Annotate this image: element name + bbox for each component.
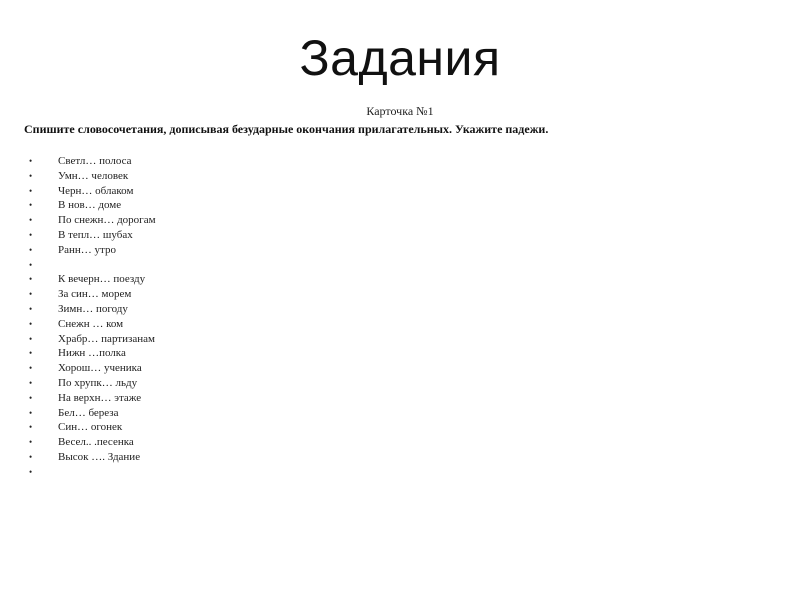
list-item xyxy=(24,391,156,406)
list-item xyxy=(24,213,156,228)
task-instruction: Спишите словосочетания, дописывая безударные окончания прилагательных. Укажите падежи. xyxy=(24,122,549,136)
list-item-text: Храбр… партизанам xyxy=(58,332,155,345)
list-item-text: Черн… облаком xyxy=(58,184,134,197)
list-item-text: Нижн …полка xyxy=(58,347,126,360)
list-item-text: Весел.. .песенка xyxy=(58,436,134,449)
list-item xyxy=(24,361,156,376)
list-item-text: За син… морем xyxy=(58,288,132,301)
bullet-icon: • xyxy=(29,156,33,166)
bullet-icon: • xyxy=(29,466,33,477)
slide-title: Задания xyxy=(299,30,501,86)
list-item-text: Снежн … ком xyxy=(58,317,124,330)
bullet-icon: • xyxy=(29,333,33,344)
bullet-icon: • xyxy=(29,363,33,374)
bullet-icon: • xyxy=(29,259,33,270)
list-item-text: Умн… человек xyxy=(58,169,129,182)
bullet-icon: • xyxy=(29,185,33,196)
list-item-text: На верхн… этаже xyxy=(58,391,142,404)
list-item xyxy=(24,406,156,421)
list-item-text: Ранн… утро xyxy=(58,243,116,256)
list-item-text: Высок …. Здание xyxy=(58,450,141,463)
bullet-icon: • xyxy=(29,170,33,181)
word-combination-list xyxy=(24,154,156,480)
list-item-text: В тепл… шубах xyxy=(58,228,133,241)
list-item-text: Син… огонек xyxy=(58,421,123,434)
card-title: Карточка №1 xyxy=(366,104,434,118)
list-item-text: Бел… береза xyxy=(58,406,119,419)
list-item xyxy=(24,184,156,199)
list-item-text: Светл… полоса xyxy=(58,155,132,167)
list-item xyxy=(24,465,156,480)
list-item xyxy=(24,272,156,287)
list-item xyxy=(24,317,156,332)
list-item xyxy=(24,376,156,391)
list-item-text: К вечерн… поезду xyxy=(58,273,146,286)
bullet-icon: • xyxy=(29,407,33,418)
list-item xyxy=(24,332,156,347)
list-item xyxy=(24,243,156,258)
bullet-icon: • xyxy=(29,392,33,403)
bullet-icon: • xyxy=(29,274,33,285)
bullet-icon: • xyxy=(29,377,33,388)
list-item xyxy=(24,302,156,317)
bullet-icon: • xyxy=(29,348,33,359)
bullet-icon: • xyxy=(29,200,33,211)
list-item xyxy=(24,169,156,184)
bullet-icon: • xyxy=(29,244,33,255)
list-item xyxy=(24,420,156,435)
list-item xyxy=(24,435,156,450)
list-item xyxy=(24,198,156,213)
list-item xyxy=(24,228,156,243)
bullet-icon: • xyxy=(29,437,33,448)
list-item-text: Зимн… погоду xyxy=(58,302,128,315)
list-item-text: По снежн… дорогам xyxy=(58,214,156,227)
list-item-text: Хорош… ученика xyxy=(58,362,142,375)
list-item xyxy=(24,154,156,169)
bullet-icon: • xyxy=(29,451,33,462)
bullet-icon: • xyxy=(29,303,33,314)
list-item xyxy=(24,450,156,465)
bullet-icon: • xyxy=(29,229,33,240)
list-item xyxy=(24,287,156,302)
bullet-icon: • xyxy=(29,215,33,226)
bullet-icon: • xyxy=(29,318,33,329)
list-item xyxy=(24,258,156,273)
list-item-text: По хрупк… льду xyxy=(58,376,138,389)
bullet-icon: • xyxy=(29,289,33,300)
bullet-icon: • xyxy=(29,422,33,433)
list-item-text: В нов… доме xyxy=(58,199,122,212)
list-item xyxy=(24,346,156,361)
